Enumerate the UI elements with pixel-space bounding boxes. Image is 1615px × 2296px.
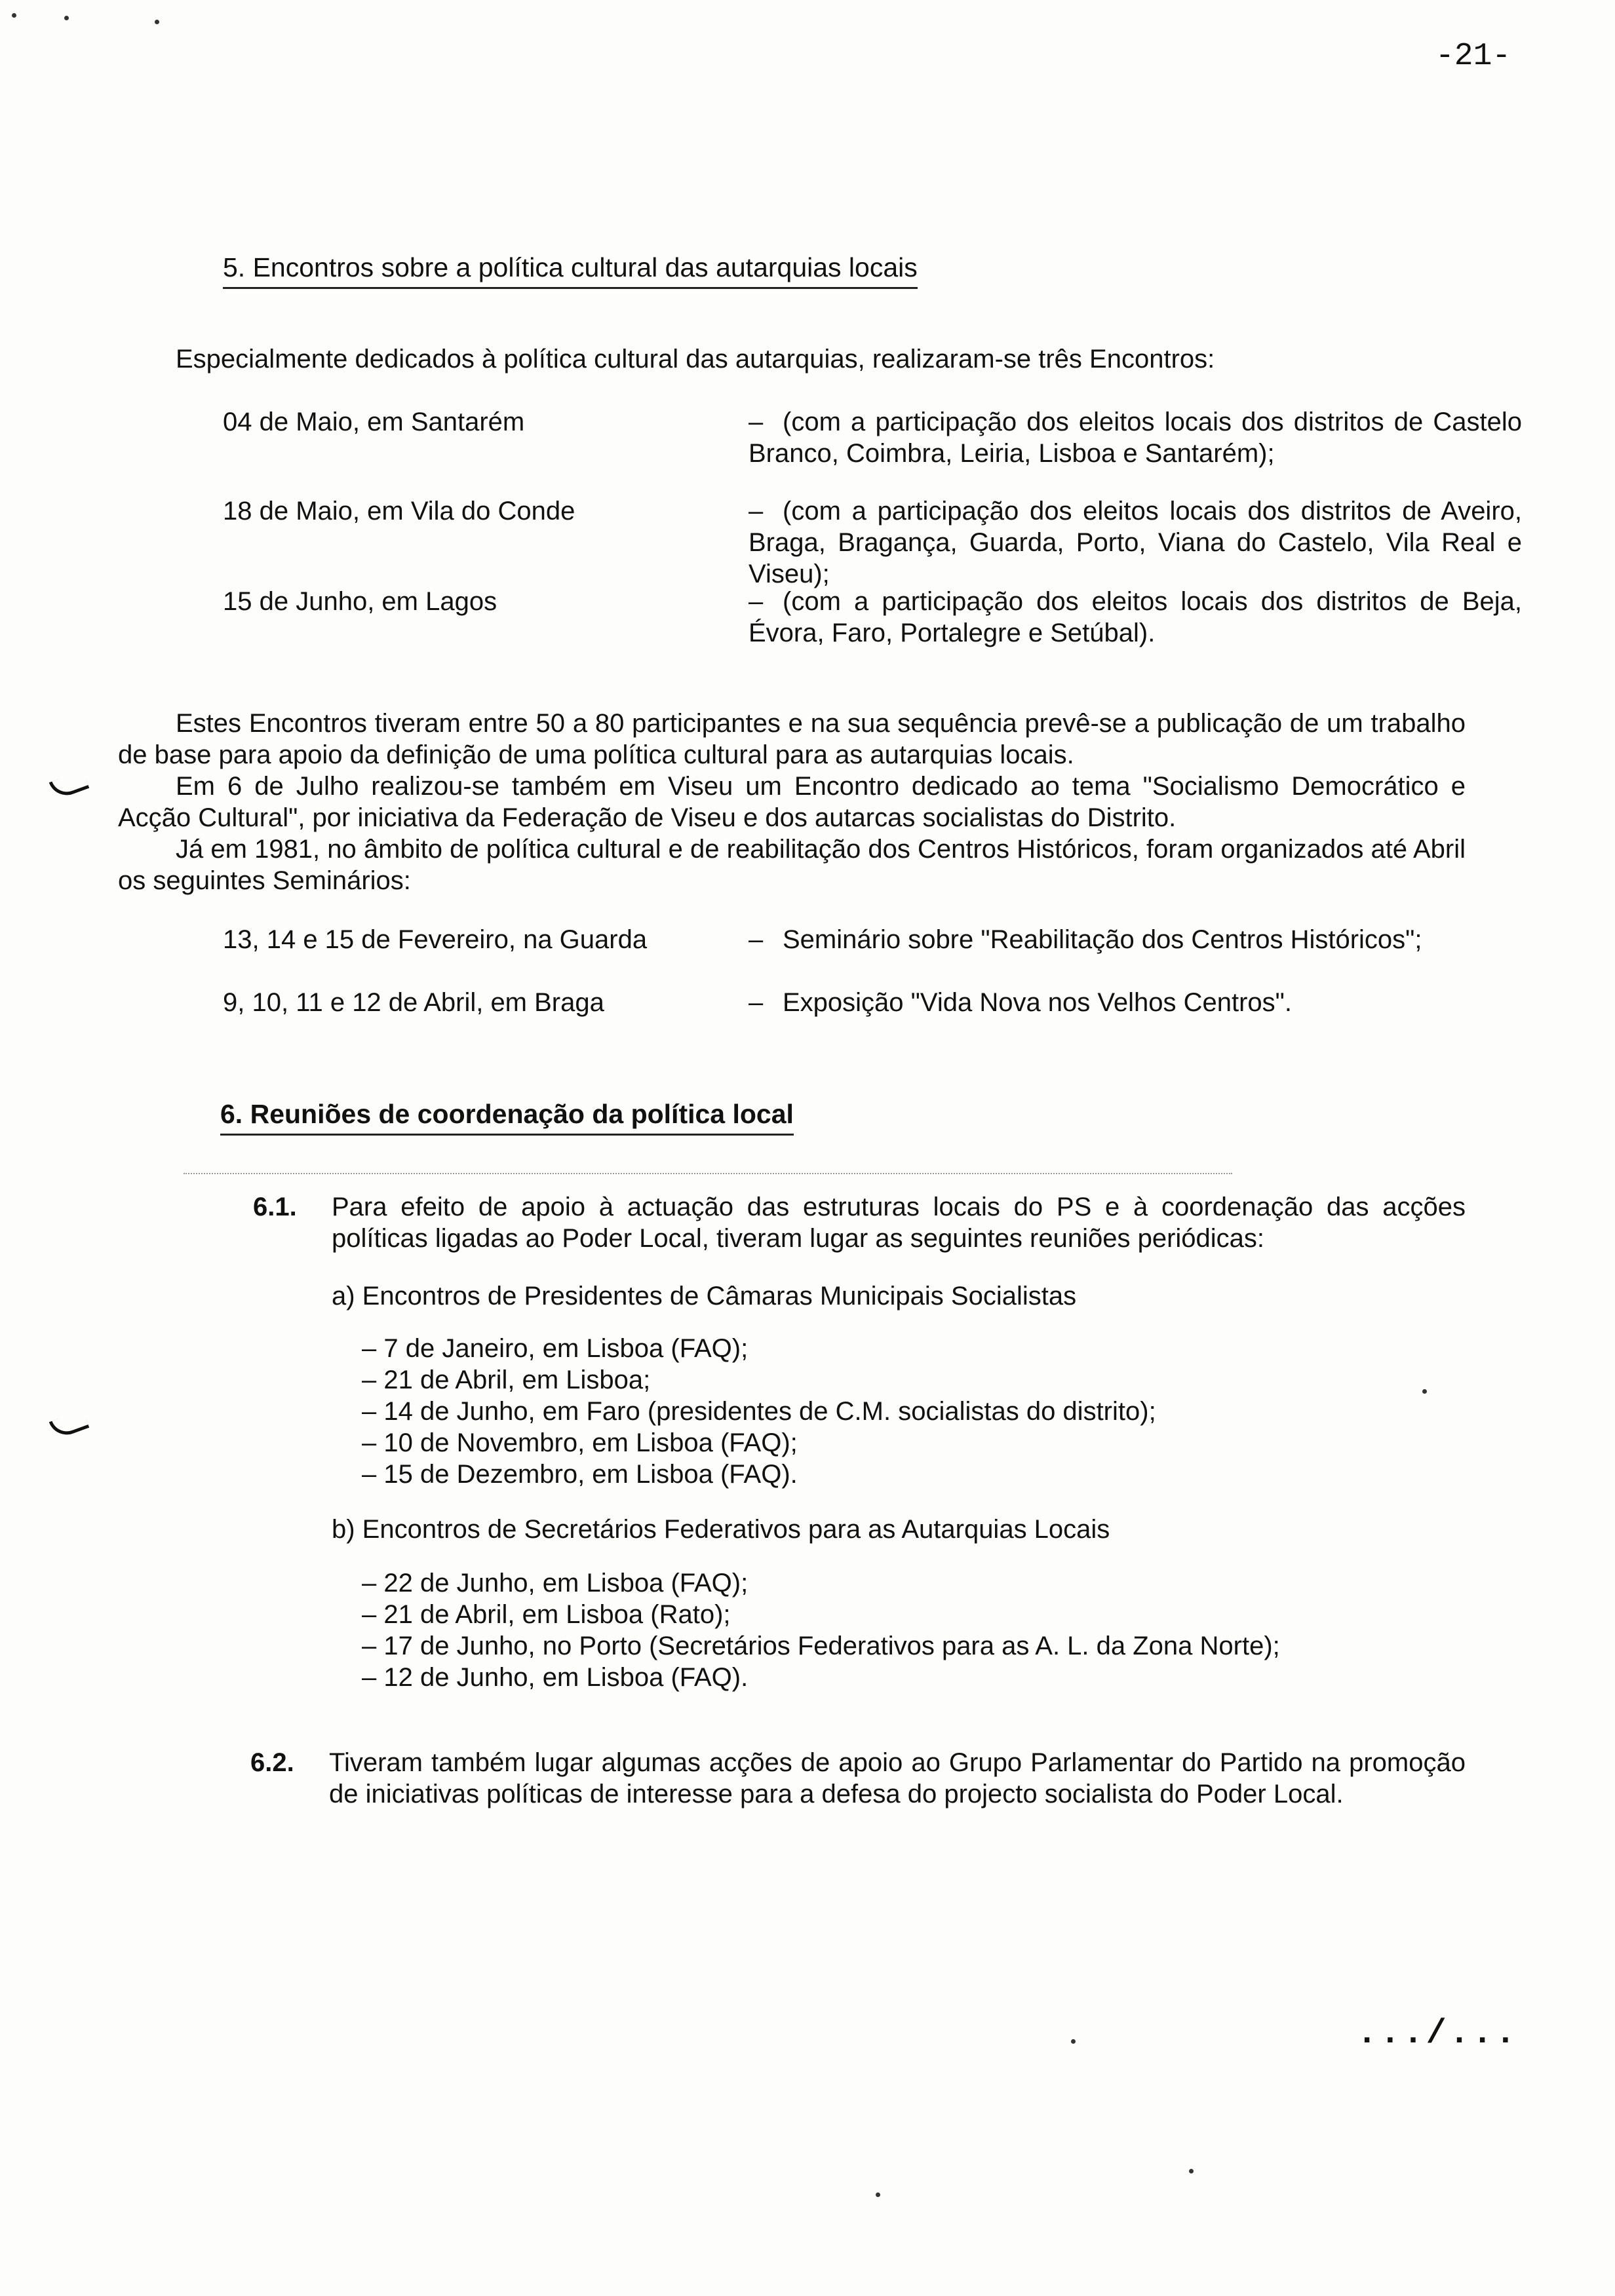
list-item: – 15 de Dezembro, em Lisboa (FAQ). xyxy=(362,1460,798,1489)
scan-speck xyxy=(64,16,69,20)
list-item: – 21 de Abril, em Lisboa (Rato); xyxy=(362,1600,731,1629)
meeting-date: 15 de Junho, em Lagos xyxy=(223,587,497,616)
dash: – xyxy=(749,408,764,436)
section-5-heading: 5. Encontros sobre a política cultural das autarquias locais xyxy=(223,252,918,289)
seminar-text: Seminário sobre "Reabilitação dos Centros Históricos"; xyxy=(783,925,1422,954)
subsection-text: Tiveram também lugar algumas acções de apoio ao Grupo Parlamentar do Partido na promoção de iniciativas políticas de interesse para a defesa do projecto socialista do Poder Local. xyxy=(329,1748,1466,1808)
seminar-text: Exposição "Vida Nova nos Velhos Centros". xyxy=(783,988,1292,1017)
scan-speck xyxy=(1189,2169,1194,2173)
list-item: – 10 de Novembro, em Lisboa (FAQ); xyxy=(362,1428,798,1457)
list-item: – 17 de Junho, no Porto (Secretários Federativos para as A. L. da Zona Norte); xyxy=(362,1632,1280,1660)
seminar-description xyxy=(749,924,1522,955)
subsection-a-title: a) Encontros de Presidentes de Câmaras Municipais Socialistas xyxy=(332,1282,1077,1311)
meeting-text: (com a participação dos eleitos locais dos distritos de Beja, Évora, Faro, Portalegre e Setúbal). xyxy=(749,587,1522,647)
scan-specks xyxy=(184,1173,1232,1176)
dash: – xyxy=(749,988,764,1017)
seminar-date: 13, 14 e 15 de Fevereiro, na Guarda xyxy=(223,925,648,954)
meeting-description xyxy=(749,495,1522,590)
paragraph: Estes Encontros tiveram entre 50 a 80 participantes e na sua sequência prevê-se a publicação de um trabalho de base para apoio da definição de uma política cultural para as autarquias locais. xyxy=(118,709,1466,769)
list-item: – 7 de Janeiro, em Lisboa (FAQ); xyxy=(362,1334,749,1363)
subsection-number: 6.1. xyxy=(253,1193,297,1221)
paragraph: Já em 1981, no âmbito de política cultural e de reabilitação dos Centros Históricos, foram organizados até Abril os seguintes Seminários: xyxy=(118,835,1466,895)
meeting-date: 18 de Maio, em Vila do Conde xyxy=(223,497,575,526)
scan-speck xyxy=(876,2192,880,2197)
paragraph: Em 6 de Julho realizou-se também em Viseu um Encontro dedicado ao tema "Socialismo Democrático e Acção Cultural", por iniciativa da Federação de Viseu e dos autarcas socialistas do Distrito. xyxy=(118,772,1466,832)
dash: – xyxy=(749,497,764,526)
subsection-b-title: b) Encontros de Secretários Federativos para as Autarquias Locais xyxy=(332,1515,1110,1544)
meeting-text: (com a participação dos eleitos locais dos distritos de Aveiro, Braga, Bragança, Guarda, Porto, Viana do Castelo, Vila Real e Viseu); xyxy=(749,497,1522,588)
section-6-heading: 6. Reuniões de coordenação da política local xyxy=(220,1098,794,1136)
scan-speck xyxy=(12,13,16,18)
meeting-description xyxy=(749,406,1522,469)
meeting-date: 04 de Maio, em Santarém xyxy=(223,408,525,436)
subsection-text: Para efeito de apoio à actuação das estruturas locais do PS e à coordenação das acções políticas ligadas ao Poder Local, tiveram lugar as seguintes reuniões periódicas: xyxy=(332,1193,1466,1253)
hole-punch-mark xyxy=(49,770,90,800)
scan-speck xyxy=(155,20,159,24)
seminar-date: 9, 10, 11 e 12 de Abril, em Braga xyxy=(223,988,604,1017)
dash: – xyxy=(749,925,764,954)
dash: – xyxy=(749,587,764,616)
scan-speck xyxy=(1422,1389,1427,1394)
scan-speck xyxy=(1071,2039,1076,2044)
list-item: – 12 de Junho, em Lisboa (FAQ). xyxy=(362,1663,749,1692)
meeting-description xyxy=(749,586,1522,649)
meeting-text: (com a participação dos eleitos locais dos distritos de Castelo Branco, Coimbra, Leiria, Lisboa e Santarém); xyxy=(749,408,1522,468)
subsection-number: 6.2. xyxy=(250,1748,294,1777)
list-item: – 22 de Junho, em Lisboa (FAQ); xyxy=(362,1569,749,1598)
hole-punch-mark xyxy=(49,1409,90,1440)
page-number: -21- xyxy=(1435,39,1511,74)
section-5-intro: Especialmente dedicados à política cultural das autarquias, realizaram-se três Encontros: xyxy=(176,345,1215,373)
seminar-description xyxy=(749,987,1522,1018)
continuation-mark: .../... xyxy=(1357,2014,1519,2053)
list-item: – 21 de Abril, em Lisboa; xyxy=(362,1366,651,1394)
list-item: – 14 de Junho, em Faro (presidentes de C.M. socialistas do distrito); xyxy=(362,1397,1156,1426)
